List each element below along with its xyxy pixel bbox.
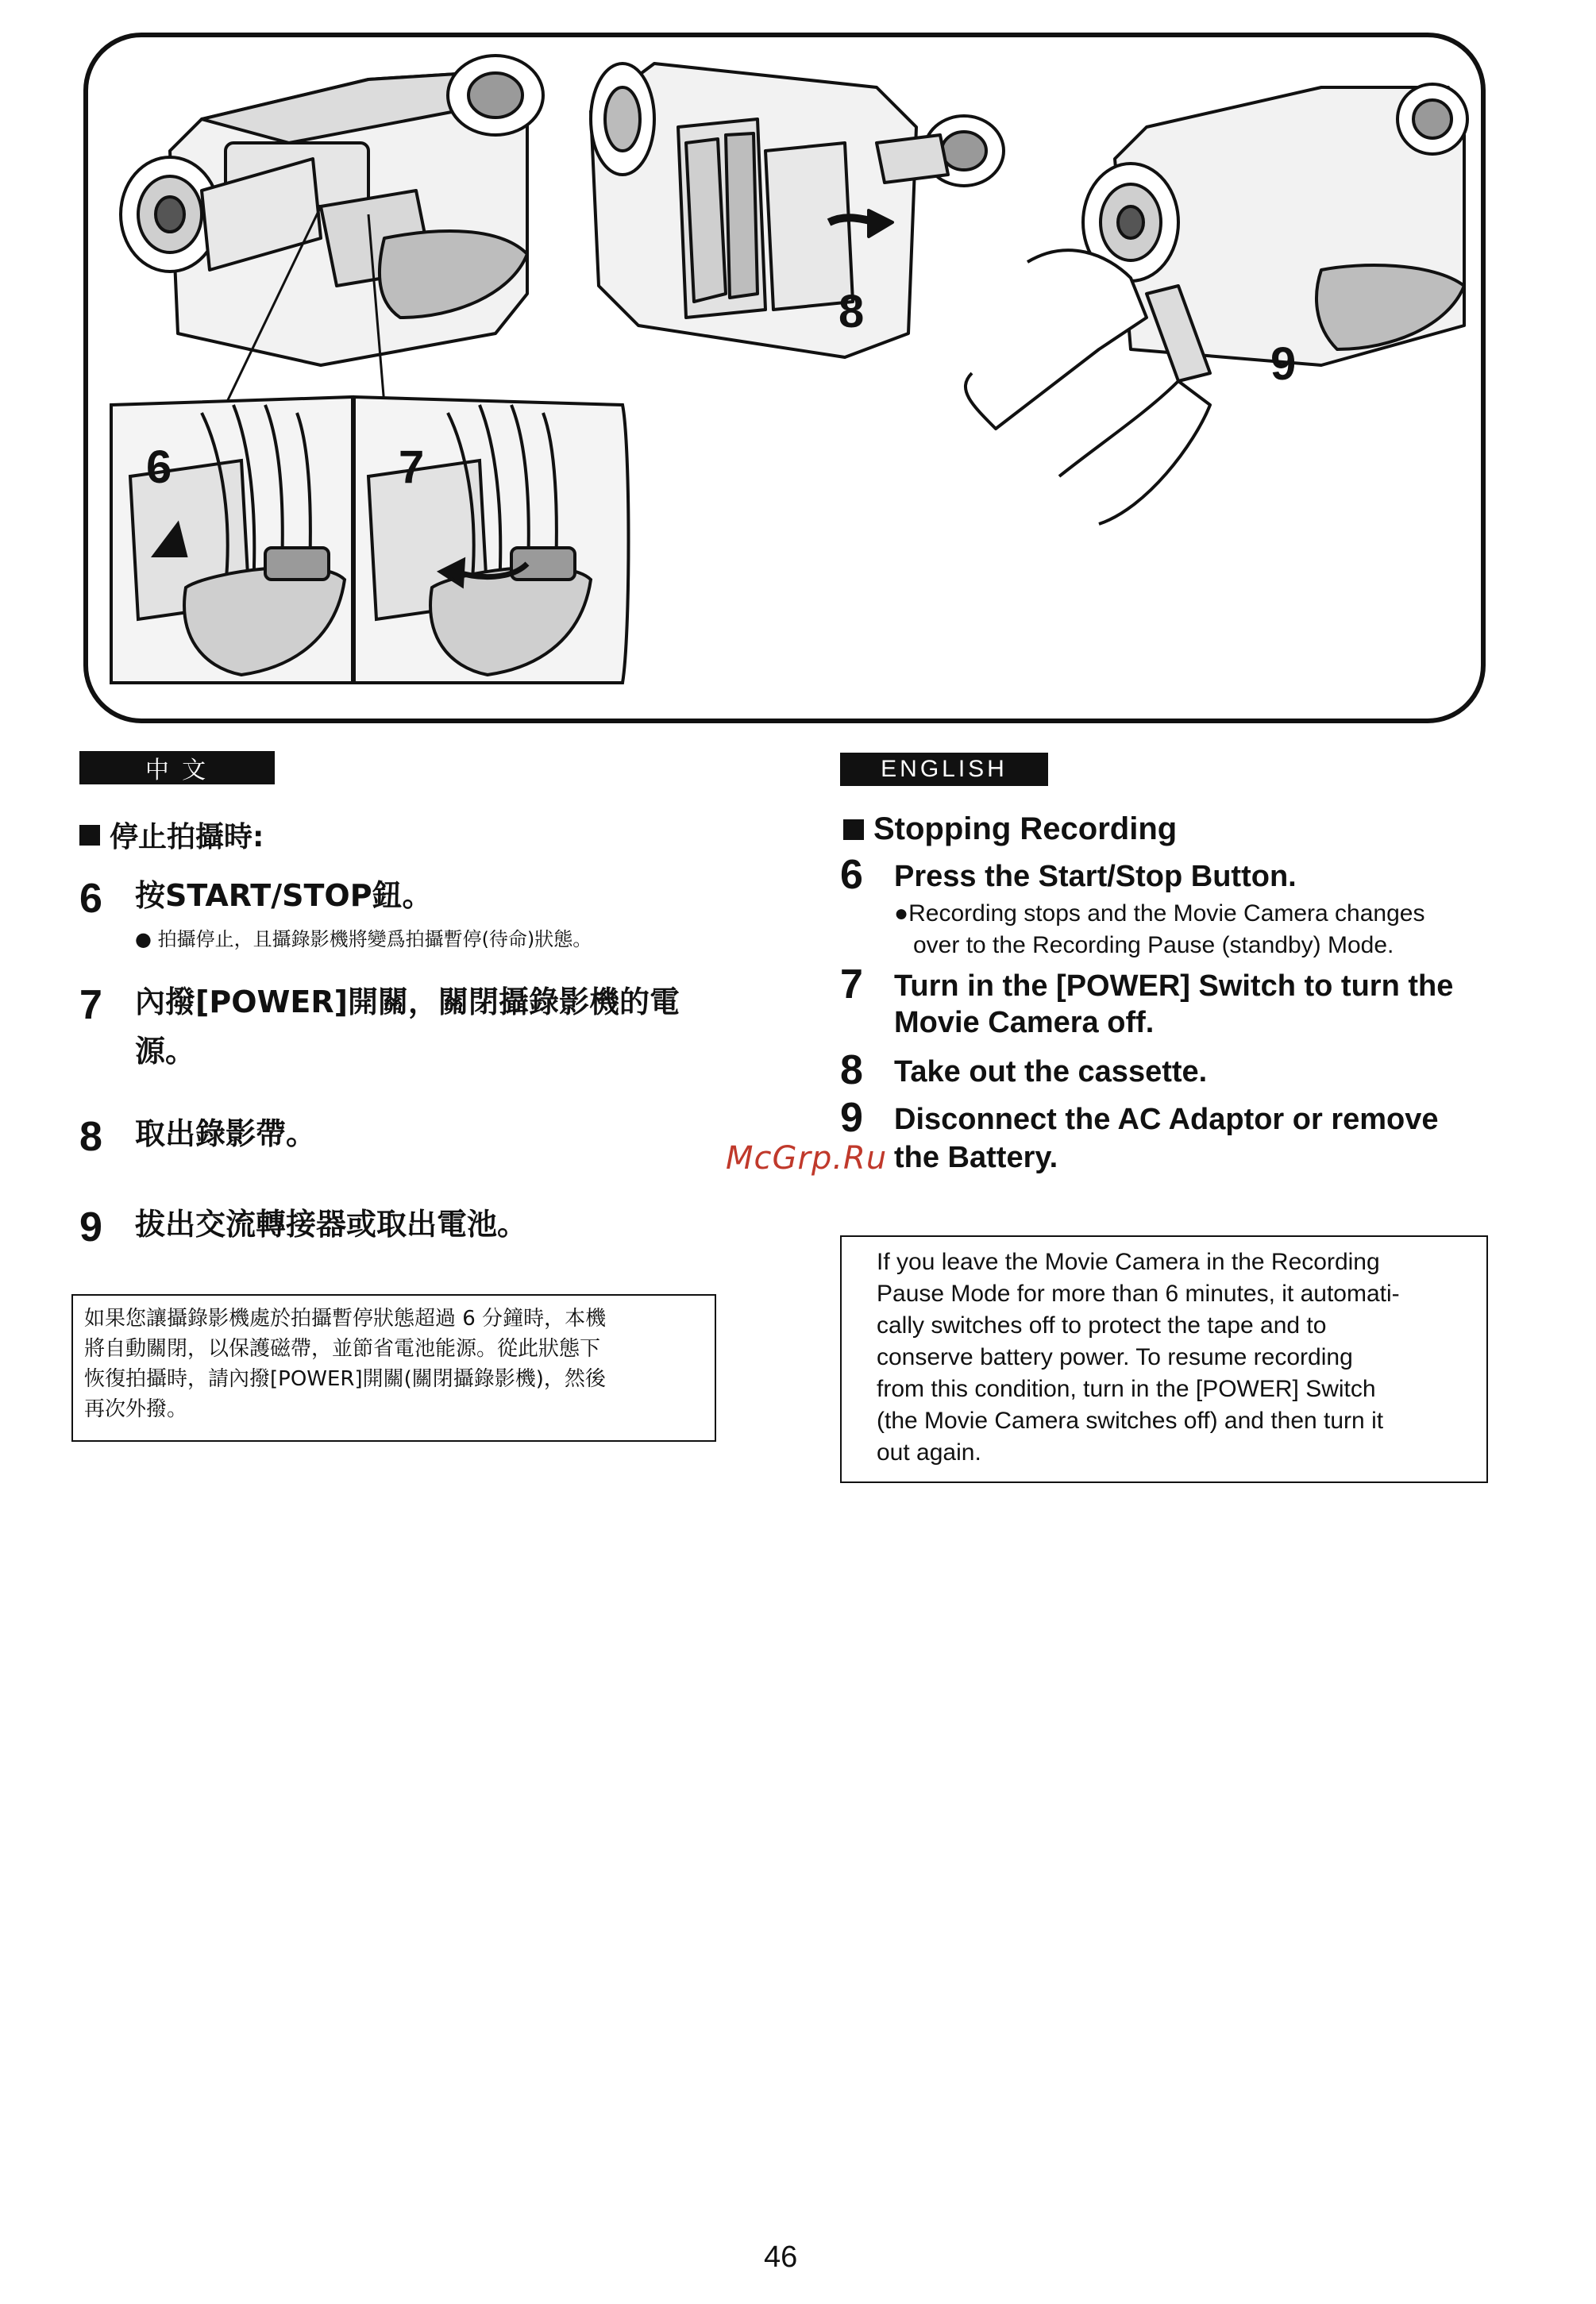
english-heading <box>843 811 1177 847</box>
en-step-9-line2: the Battery. <box>894 1141 1058 1174</box>
inset-step-7 <box>354 397 629 683</box>
chinese-note-box <box>71 1294 716 1442</box>
en-step-6-number: 6 <box>840 852 863 898</box>
en-step-6-sub-line2: over to the Recording Pause (standby) Mode. <box>913 932 1394 958</box>
english-heading-text: Stopping Recording <box>873 811 1178 846</box>
zh-step-7-line2: 源。 <box>135 1034 196 1069</box>
zh-step-6-text: 按START/STOP鈕。 <box>135 878 433 913</box>
zh-step-9-text: 拔出交流轉接器或取出電池。 <box>135 1207 528 1242</box>
english-section-label: ENGLISH <box>840 753 1048 786</box>
chinese-heading-text: 停止拍攝時: <box>110 821 264 853</box>
zh-step-6-subtext: ● 拍攝停止，且攝錄影機將變爲拍攝暫停(待命)狀態。 <box>135 928 592 950</box>
inset-step-6 <box>111 397 353 683</box>
callout-6: 6 <box>146 441 172 493</box>
english-note-line: conserve battery power. To resume recording <box>877 1344 1353 1370</box>
chinese-note-line: 如果您讓攝錄影機處於拍攝暫停狀態超過 6 分鐘時，本機 <box>84 1307 607 1331</box>
zh-step-8-number: 8 <box>79 1114 102 1160</box>
english-note-line: If you leave the Movie Camera in the Recording <box>877 1249 1380 1275</box>
chinese-note-line: 恢復拍攝時，請內撥[POWER]開關(關閉攝錄影機)，然後 <box>84 1367 606 1391</box>
chinese-heading <box>79 815 264 855</box>
english-note-text <box>842 1237 1486 1478</box>
english-note-line: cally switches off to protect the tape and to <box>877 1312 1327 1339</box>
en-step-8-number: 8 <box>840 1047 863 1093</box>
bullet-square-icon <box>79 825 100 846</box>
english-note-line: (the Movie Camera switches off) and then turn it <box>877 1408 1384 1434</box>
chinese-note-text <box>73 1296 715 1432</box>
en-step-9-line1: Disconnect the AC Adaptor or remove <box>894 1103 1439 1136</box>
en-step-6-sub-line1: ●Recording stops and the Movie Camera changes <box>894 900 1425 927</box>
english-note-line: from this condition, turn in the [POWER] Switch <box>877 1376 1376 1402</box>
zh-step-8-text: 取出錄影帶。 <box>135 1116 317 1151</box>
en-step-6-text: Press the Start/Stop Button. <box>894 860 1297 893</box>
bullet-square-icon <box>843 819 864 840</box>
en-step-7-line2: Movie Camera off. <box>894 1006 1155 1039</box>
en-step-7-line1: Turn in the [POWER] Switch to turn the <box>894 969 1454 1003</box>
english-note-line: Pause Mode for more than 6 minutes, it automati- <box>877 1281 1400 1307</box>
en-step-7-number: 7 <box>840 961 863 1008</box>
illustration-panel <box>83 32 1486 724</box>
english-note-line: out again. <box>877 1439 981 1466</box>
chinese-note-line: 將自動關閉，以保護磁帶，並節省電池能源。從此狀態下 <box>84 1337 601 1361</box>
chinese-section-label: 中 文 <box>79 751 275 784</box>
en-step-8-text: Take out the cassette. <box>894 1055 1208 1088</box>
zh-step-9-number: 9 <box>79 1204 102 1250</box>
zh-step-6-number: 6 <box>79 876 102 922</box>
chinese-note-line: 再次外撥。 <box>84 1397 188 1421</box>
callout-9: 9 <box>1270 338 1297 390</box>
callout-7: 7 <box>399 441 425 493</box>
zh-step-7-line1: 內撥[POWER]開關，關閉攝錄影機的電 <box>135 984 680 1019</box>
zh-step-7-number: 7 <box>79 982 102 1028</box>
watermark-text: McGrp.Ru <box>726 1140 888 1177</box>
callout-8: 8 <box>838 286 865 337</box>
english-note-box <box>840 1235 1488 1483</box>
en-step-9-number: 9 <box>840 1095 863 1141</box>
page-number: 46 <box>764 2240 798 2274</box>
